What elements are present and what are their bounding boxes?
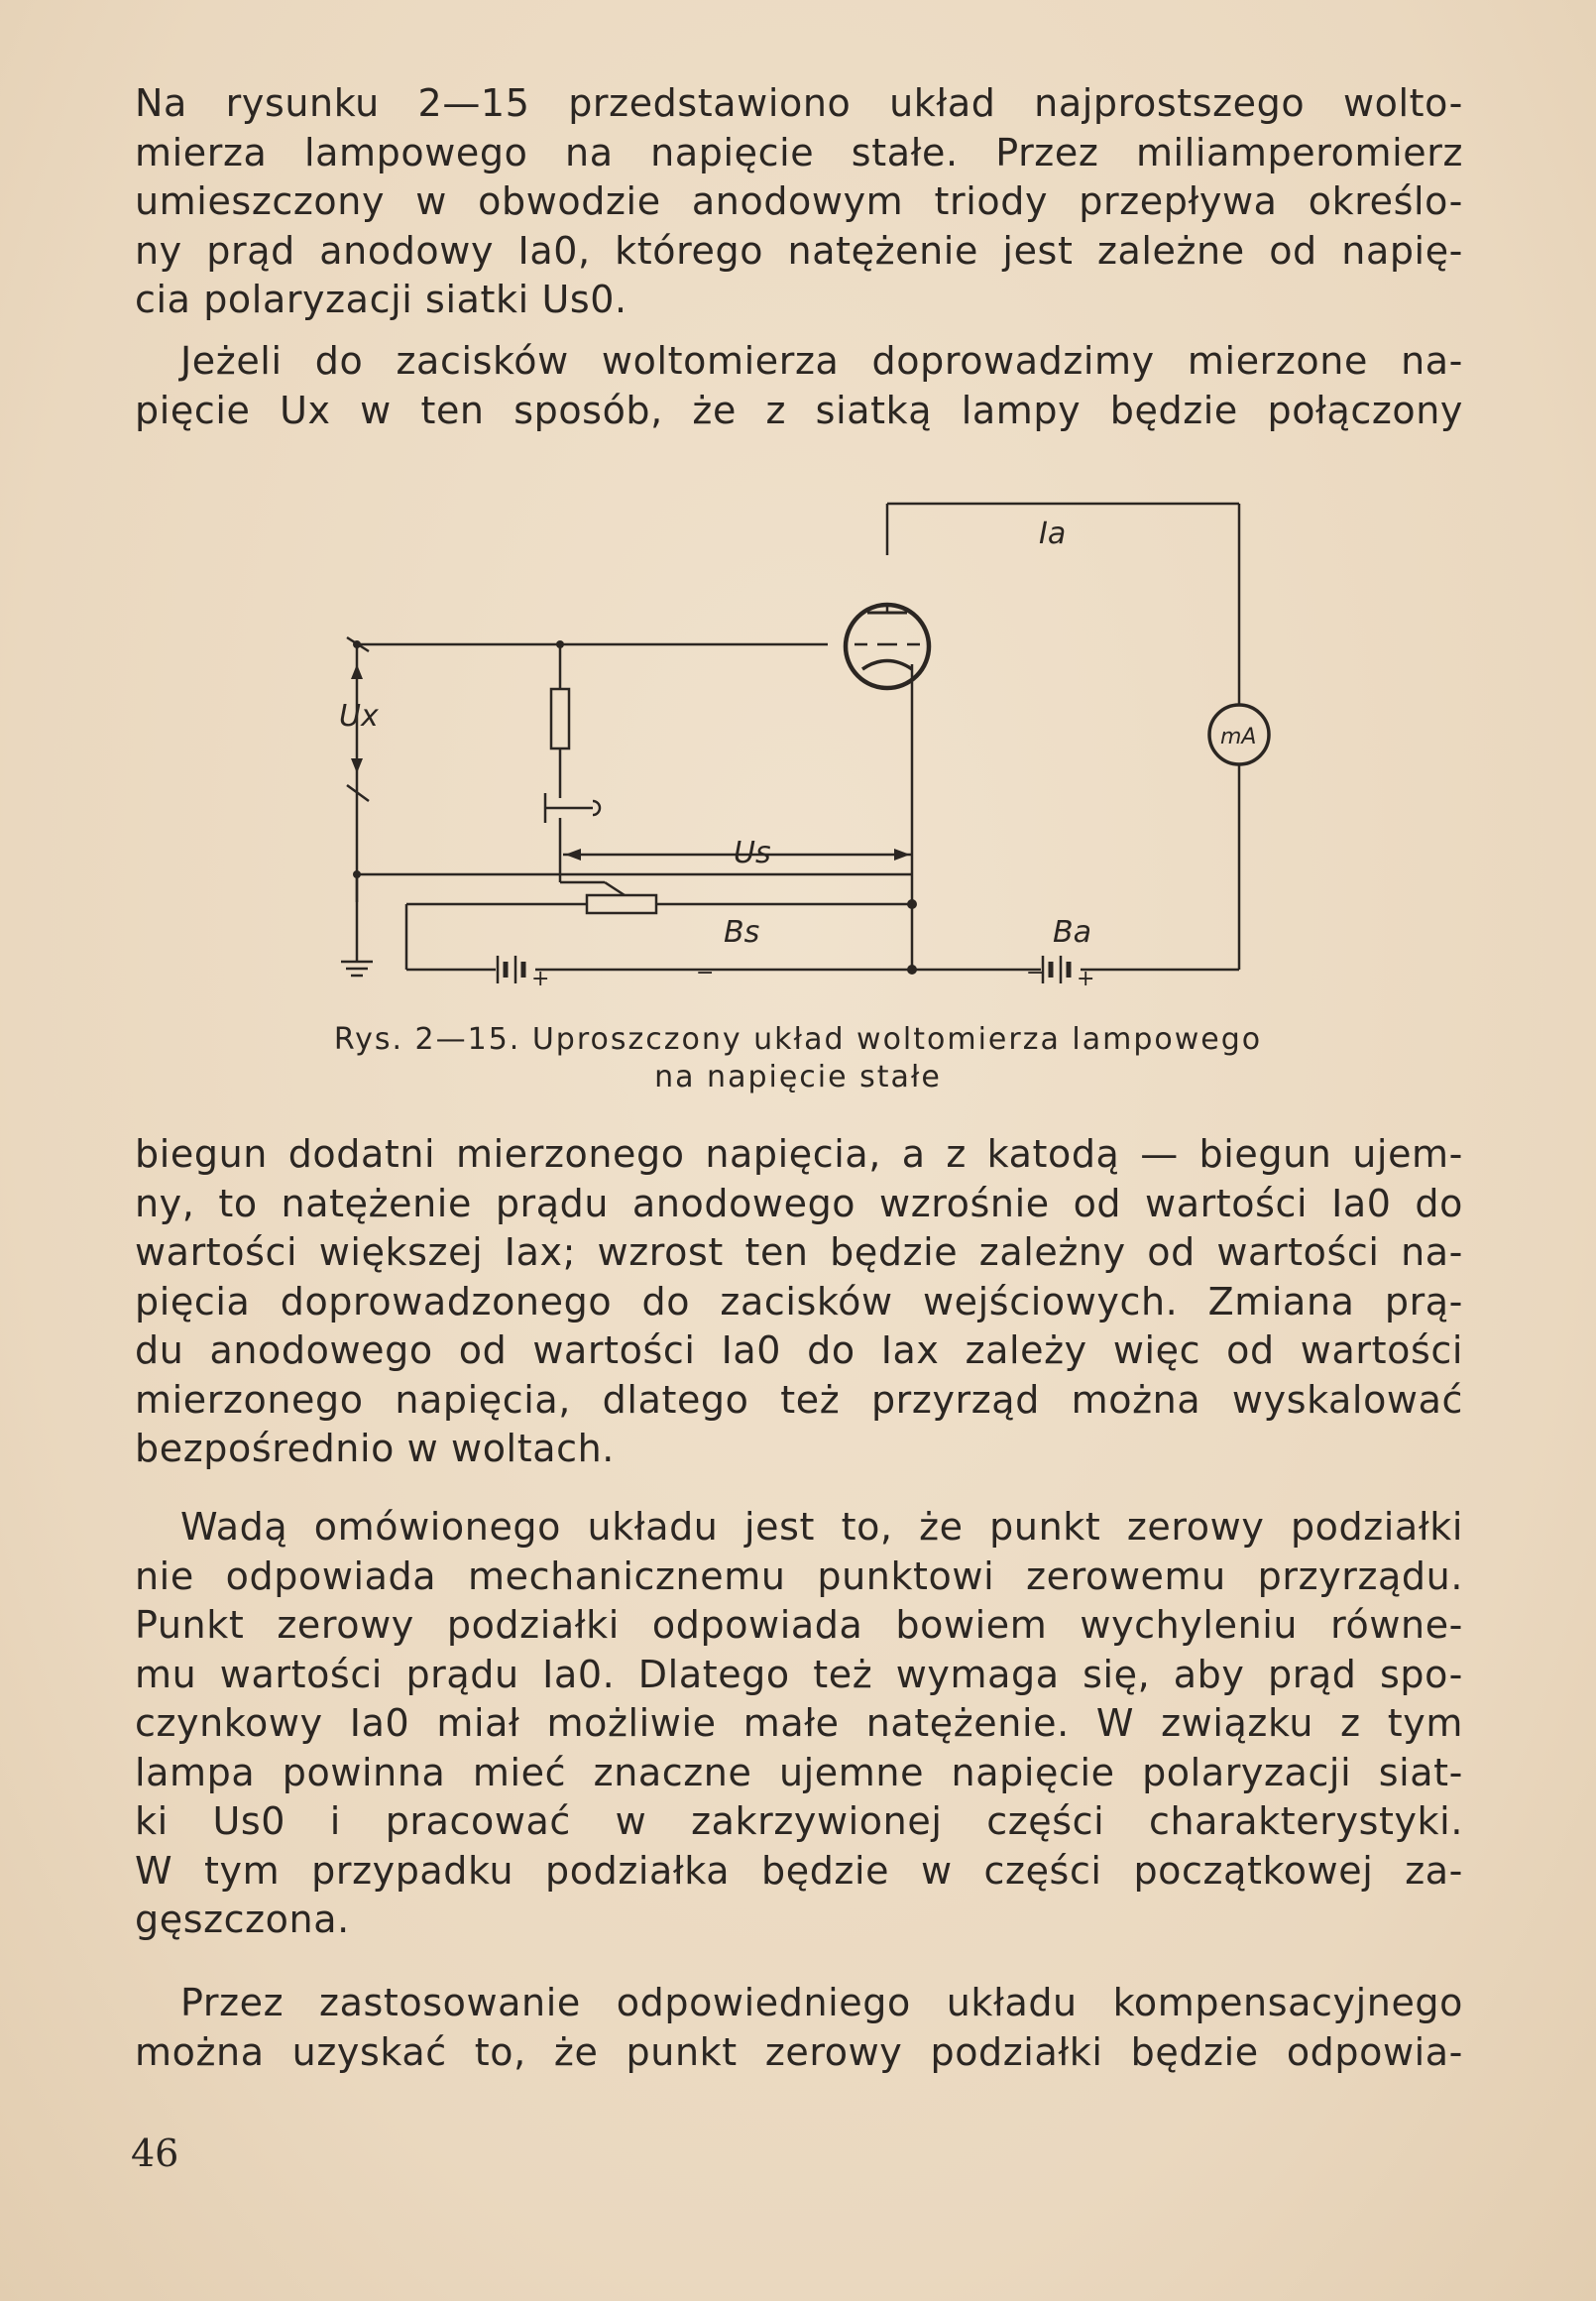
text-line: gęszczona. xyxy=(135,1898,350,1941)
text-line: pięcia doprowadzonego do zacisków wejściowych. Zmiana prą- xyxy=(135,1279,1463,1323)
ba-minus-label: − xyxy=(1026,961,1045,985)
text-line: mu wartości prądu Ia0. Dlatego też wymaga się, aby prąd spo- xyxy=(135,1652,1463,1696)
ia-label: Ia xyxy=(1039,517,1067,551)
text-line: wartości większej Iax; wzrost ten będzie zależny od wartości na- xyxy=(135,1230,1463,1274)
text-line: Wadą omówionego układu jest to, że punkt zerowy podziałki xyxy=(180,1505,1463,1549)
ba-plus-label: + xyxy=(1077,967,1095,991)
text-line: du anodowego od wartości Ia0 do Iax zależy więc od wartości xyxy=(135,1328,1463,1372)
text-line: umieszczony w obwodzie anodowym triody przepływa określo- xyxy=(135,179,1463,223)
paragraph-2 xyxy=(135,337,1463,435)
text-line: ki Us0 i pracować w zakrzywionej części charakterystyki. xyxy=(135,1799,1463,1843)
text-line: Punkt zerowy podziałki odpowiada bowiem wychyleniu równe- xyxy=(135,1603,1463,1647)
text-line: bezpośrednio w woltach. xyxy=(135,1427,615,1470)
caption-line: Rys. 2—15. Uproszczony układ woltomierza lampowego xyxy=(333,1022,1263,1057)
text-line: można uzyskać to, że punkt zerowy podziałki będzie odpowia- xyxy=(135,2029,1463,2074)
bs-plus-label: + xyxy=(531,967,550,991)
us-label: Us xyxy=(734,836,771,870)
text-line: pięcie Ux w ten sposób, że z siatką lampy będzie połączony xyxy=(135,388,1463,432)
bs-label: Bs xyxy=(724,915,760,950)
text-line: cia polaryzacji siatki Us0. xyxy=(135,278,627,321)
text-line: mierza lampowego na napięcie stałe. Przez miliamperomierz xyxy=(135,130,1463,174)
text-line: biegun dodatni mierzonego napięcia, a z katodą — biegun ujem- xyxy=(135,1132,1463,1176)
figure-caption xyxy=(297,1021,1299,1096)
text-line: ny prąd anodowy Ia0, którego natężenie jest zależne od napię- xyxy=(135,228,1463,273)
text-line: nie odpowiada mechanicznemu punktowi zerowemu przyrządu. xyxy=(135,1553,1463,1598)
ba-label: Ba xyxy=(1053,915,1091,950)
page-number: 46 xyxy=(131,2131,179,2175)
text-line: Jeżeli do zacisków woltomierza doprowadzimy mierzone na- xyxy=(180,339,1463,383)
paragraph-3 xyxy=(135,1130,1463,1474)
milliammeter-label: mA xyxy=(1220,725,1257,749)
text-line: ny, to natężenie prądu anodowego wzrośnie od wartości Ia0 do xyxy=(135,1181,1463,1225)
paragraph-5 xyxy=(135,1979,1463,2077)
text-line: mierzonego napięcia, dlatego też przyrząd można wyskalować xyxy=(135,1377,1463,1422)
text-line: lampa powinna mieć znaczne ujemne napięcie polaryzacji siat- xyxy=(135,1750,1463,1794)
circuit-diagram xyxy=(327,466,1279,1021)
ux-label: Ux xyxy=(339,699,379,734)
text-line: czynkowy Ia0 miał możliwie małe natężenie. W związku z tym xyxy=(135,1701,1463,1745)
text-line: Na rysunku 2—15 przedstawiono układ najprostszego wolto- xyxy=(135,81,1463,125)
paragraph-4 xyxy=(135,1503,1463,1945)
bs-minus-label: − xyxy=(696,961,715,985)
text-line: W tym przypadku podziałka będzie w części początkowej za- xyxy=(135,1848,1463,1893)
paragraph-1 xyxy=(135,79,1463,325)
caption-line: na napięcie stałe xyxy=(654,1060,942,1094)
text-line: Przez zastosowanie odpowiedniego układu kompensacyjnego xyxy=(180,1981,1463,2024)
